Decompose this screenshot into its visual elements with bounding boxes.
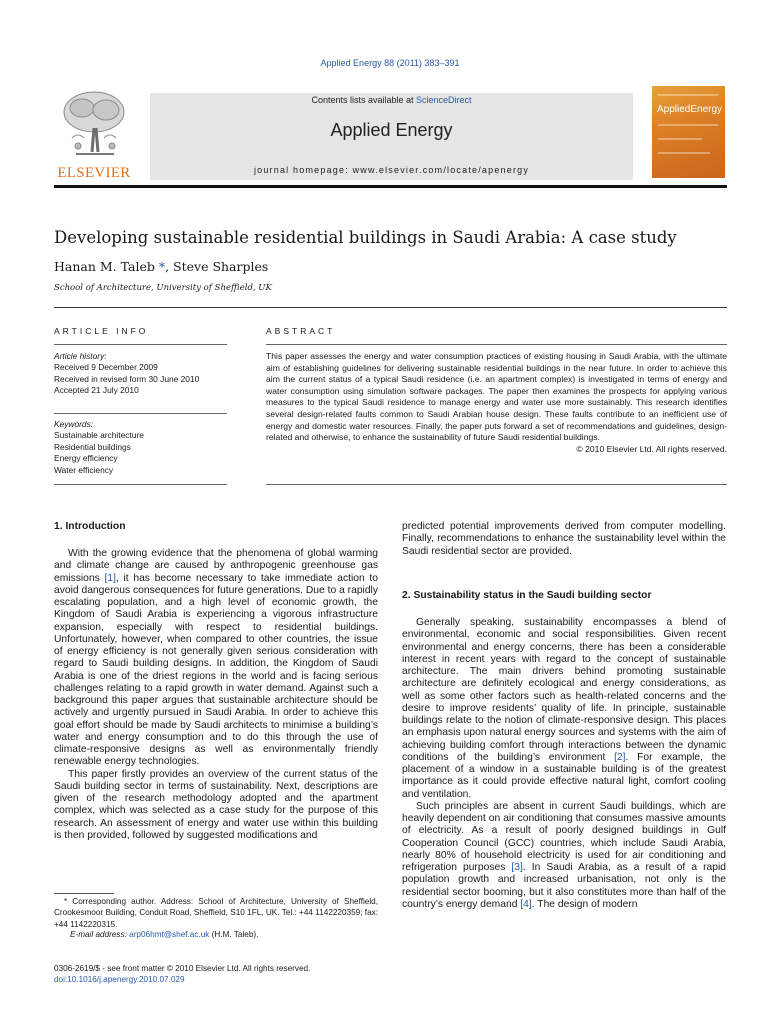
email-suffix: (H.M. Taleb). [209,930,259,939]
citation-link[interactable]: [3] [511,862,523,873]
text-run: Generally speaking, sustainability encompasses a blend of environmental, economic and social responsibilities. Given recent environmental and energy concerns, there has been a considerable interest in recent years with regard to the concept of sustainable architecture. The main drivers behind promoting sustainable architecture are definitely ecological and energy considerations, as well as some other factors such as health-related concerns and the desire to improve residents’ quality of life. In principle, sustainable buildings relate to the notion of climate-responsive design. This places an emphasis upon natural energy sources and systems with the aim of achieving building comfort through interactions between the dynamic conditions of the building’s environment [402,617,726,763]
article-history [54,351,227,397]
footnote-divider [54,893,114,894]
abstract-divider [266,484,727,485]
homepage-url-link[interactable]: www.elsevier.com/locate/apenergy [352,165,530,175]
paragraph: This paper firstly provides an overview of the current status of the Saudi building sector in terms of sustainability. Next, descriptions are given of the research methodology adopted and the apartment complex, which was selected as a case study for the purpose of this research. An assessment of energy and water use within this building is then provided, followed by suggested modifications and [54,768,378,841]
elsevier-wordmark: ELSEVIER [57,165,131,181]
issn-line: 0306-2619/$ - see front matter © 2010 Elsevier Ltd. All rights reserved. [54,964,311,973]
text-run: . For example, the placement of a window in a sustainable building is of the greatest importance as it could provide effective natural light, comfort cooling and ventilation. [402,751,726,800]
history-item: Received in revised form 30 June 2010 [54,373,200,384]
email-label: E-mail address: [70,930,130,939]
affiliation: School of Architecture, University of Sheffield, UK [54,283,272,293]
footnote-mark: * [64,897,68,906]
abstract-text: This paper assesses the energy and water consumption practices of existing housing in Saudi Arabia, with the ultimate aim of establishing guidelines for delivering sustainable residential buildings in the near future. In order to achieve this aim the current status of a typical Saudi residence (i.e. an apartment complex) is investigated in terms of energy and water consumption using simulation software packages. The paper then examines the prospects for applying various measures to the typical Saudi residence to manage energy and water use more sustainably. This research identifies several design-related faults common to Saudi Arabian house design. These faults contribute to an inefficient use of energy and domestic water resources. Finally, the paper puts forward a set of recommendations and guidelines, design-related and otherwise, to enhance the sustainability of future Saudi residential buildings. [266,351,727,443]
journal-homepage [150,165,633,175]
text-run: With the growing evidence that the phenomena of global warming and climate change are caused by anthropogenic greenhouse gas emissions [54,548,378,584]
page-footer [54,963,454,986]
elsevier-logo [54,88,134,182]
section-heading-sustainability-status: 2. Sustainability status in the Saudi building sector [402,590,652,601]
paragraph [402,801,726,911]
homepage-prefix: journal homepage: [253,165,353,175]
author-name[interactable]: , Steve Sharples [165,259,269,274]
text-run: , it has become necessary to take immediate action to avoid dangerous consequences for future generations. Due to a rapidly escalating population, and a high level of economic growth, the Kingdom of Saudi Arabia is experiencing a vigorous infrastructure expansion, especially with respect to residential buildings. Unfortunately, however, when compared to other countries, the issue of energy efficiency is not generally given serious consideration with regard to Saudi building designs. In addition, the Kingdom of Saudi Arabia is one of the driest regions in the world and is facing serious challenges relating to a rapid growth in water demand. Against such a background this paper argues that sustainable architecture should be actively and urgently pursued in Saudi Arabia. In order to achieve this goal effort should be made by Saudi architects to minimise a building’s water and energy consumption and to do this through the use of climate-responsive designs as well as environmentally friendly renewable energy technologies. [54,572,378,768]
abstract-body [266,351,727,455]
doi-link[interactable]: doi:10.1016/j.apenergy.2010.07.029 [54,975,185,985]
text-run: . In Saudi Arabia, as a result of a rapid population growth and increased urbanisation, not only is the residential sector booming, but it also constitutes more than half of the country’s energy demand [402,862,726,910]
article-title: Developing sustainable residential buildings in Saudi Arabia: A case study [54,228,677,247]
author-name[interactable]: Hanan M. Taleb [54,259,155,274]
abstract-divider [266,344,727,345]
footnote-text: Corresponding author. Address: School of Architecture, University of Sheffield, Crookesmoor Building, Conduit Road, Sheffield, S10 1FL, UK. Tel.: +44 1142220359; fax: +44 1142220315. [54,897,378,929]
sciencedirect-link[interactable]: ScienceDirect [416,95,472,105]
introduction-body [54,548,378,842]
paragraph-continued: predicted potential improvements derived from computer modelling. Finally, recommendations to enhance the sustainability level within the Saudi residential sector are provided. [402,521,726,557]
article-info-divider [54,344,227,345]
cover-decoration [658,138,702,140]
email-footnote [70,929,378,940]
journal-title: Applied Energy [330,120,453,140]
contents-prefix: Contents lists available at [311,95,417,105]
abstract-heading: ABSTRACT [266,326,336,336]
history-item: Accepted 21 July 2010 [54,385,139,396]
cover-decoration [658,94,718,96]
corresponding-author-mark[interactable]: * [158,259,166,274]
history-item: Received 9 December 2009 [54,362,158,373]
journal-reference-link[interactable]: Applied Energy 88 (2011) 383–391 [320,58,460,68]
article-info-divider [54,413,227,414]
sustainability-status-body [402,617,726,911]
article-info-divider [54,484,227,485]
history-label: Article history: [54,351,107,361]
cover-decoration [658,124,718,126]
cover-title: AppliedEnergy [657,104,723,115]
keyword: Water efficiency [54,464,114,475]
keyword: Residential buildings [54,441,131,452]
abstract-copyright: © 2010 Elsevier Ltd. All rights reserved. [576,443,727,454]
paragraph [402,617,726,801]
paragraph [54,548,378,769]
text-run: . The design of modern [531,898,638,910]
header-divider [54,185,727,188]
contents-availability [150,95,633,105]
citation-link[interactable]: [2] [614,751,626,763]
keyword: Energy efficiency [54,453,118,464]
elsevier-tree-icon [58,88,130,160]
email-link[interactable]: arp06hmt@shef.ac.uk [129,930,210,939]
article-info-heading: ARTICLE INFO [54,326,149,336]
cover-decoration [658,152,710,154]
author-list [54,259,268,274]
text-run: Such principles are absent in current Saudi buildings, which are heavily dependent on air conditioning that consumes massive amounts of electricity. As a result of poorly designed buildings in Gulf Cooperation Council (GCC) countries, which include Saudi Arabia, nearly 80% of household electricity is used for air conditioning and refrigeration purposes [402,800,726,873]
citation-link[interactable]: [4] [520,898,532,910]
corresponding-author-footnote [54,896,378,930]
journal-cover-image[interactable] [652,86,725,178]
keywords-label: Keywords: [54,419,94,429]
keywords [54,419,227,476]
citation-link[interactable]: [1] [104,572,116,584]
section-heading-introduction: 1. Introduction [54,521,126,532]
keyword: Sustainable architecture [54,430,144,441]
section-divider [54,307,727,308]
introduction-continued [402,521,726,558]
